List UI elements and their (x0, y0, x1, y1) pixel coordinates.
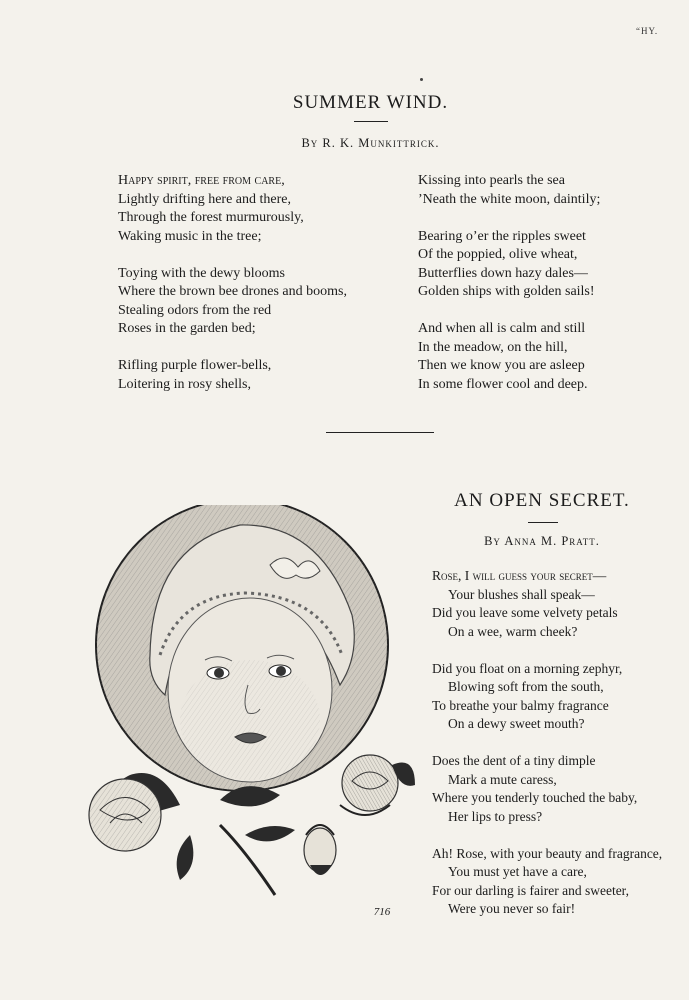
poem-line: Through the forest murmurously, (118, 210, 304, 225)
byline-open-secret (445, 534, 639, 549)
baby-portrait-illustration (70, 505, 420, 905)
poem-line: Did you leave some velvety petals (432, 605, 618, 620)
poem-summer-wind-right-column (418, 172, 668, 413)
byline-text: By Anna M. Pratt. (484, 534, 600, 548)
poem-line: Then we know you are asleep (418, 358, 585, 373)
stanza (418, 228, 668, 302)
poem-line: Butterflies down hazy dales— (418, 265, 588, 281)
poem-line: Golden ships with golden sails! (418, 284, 595, 299)
poem-line: In some flower cool and deep. (418, 376, 588, 392)
section-divider (326, 432, 434, 433)
poem-line: Does the dent of a tiny dimple (432, 753, 596, 768)
poem-line: Of the poppied, olive wheat, (418, 247, 578, 262)
stanza (118, 265, 388, 339)
poem-line: Kissing into pearls the sea (418, 173, 565, 188)
stanza (432, 567, 682, 641)
ink-dot (420, 78, 423, 81)
poem-line: Did you float on a morning zephyr, (432, 660, 623, 676)
poem-line: And when all is calm and still (418, 321, 586, 336)
poem-line: On a dewy sweet mouth? (448, 716, 585, 731)
corner-text: “HY. (636, 26, 659, 36)
stanza (418, 172, 668, 209)
poem-line: You must yet have a care, (448, 864, 587, 879)
byline-text: By R. K. Munkittrick. (301, 136, 440, 150)
poem-line (432, 567, 682, 586)
stanza (432, 660, 682, 734)
stanza (432, 752, 682, 826)
poem-line: Lightly drifting here and there, (118, 191, 291, 207)
page-number: 716 (373, 906, 391, 918)
stanza (432, 845, 682, 919)
poem-title-summer-wind: SUMMER WIND. (292, 92, 449, 113)
poem-line: Were you never so fair! (448, 901, 576, 916)
poem-line: Rifling purple flower-bells, (118, 358, 272, 373)
poem-line: Bearing o’er the ripples sweet (418, 228, 586, 244)
poem-line-text: Happy spirit, free from care, (118, 173, 285, 188)
poem-line: Blowing soft from the south, (448, 679, 604, 694)
poem-line: ’Neath the white moon, daintily; (418, 191, 601, 207)
poem-line: On a wee, warm cheek? (448, 623, 578, 639)
poem-line: Toying with the dewy blooms (118, 265, 286, 281)
poem-line: To breathe your balmy fragrance (432, 697, 609, 713)
title-rule (354, 121, 388, 122)
poem-line: Ah! Rose, with your beauty and fragrance, (432, 845, 663, 861)
poem-summer-wind-left-column (118, 172, 388, 413)
poem-open-secret (432, 567, 682, 937)
stanza (418, 320, 668, 394)
byline-summer-wind (0, 136, 689, 151)
poem-line: Waking music in the tree; (118, 228, 262, 244)
poem-line: Your blushes shall speak— (448, 586, 595, 602)
poem-title-open-secret: AN OPEN SECRET. (454, 490, 630, 511)
poem-line: Where the brown bee drones and booms, (118, 284, 347, 299)
stanza (118, 172, 388, 246)
poem-line: Roses in the garden bed; (118, 321, 256, 336)
poem-line: For our darling is fairer and sweeter, (432, 882, 630, 898)
poem-line: Stealing odors from the red (118, 302, 272, 318)
poem-line (118, 172, 388, 191)
poem-line-text: Rose, I will guess your secret— (432, 568, 607, 583)
poem-line: Her lips to press? (448, 808, 543, 824)
title-rule (528, 522, 558, 523)
poem-line: Loitering in rosy shells, (118, 376, 251, 392)
poem-line: Mark a mute caress, (448, 771, 557, 787)
poem-line: In the meadow, on the hill, (418, 339, 568, 355)
poem-line: Where you tenderly touched the baby, (432, 790, 638, 805)
stanza (118, 357, 388, 394)
